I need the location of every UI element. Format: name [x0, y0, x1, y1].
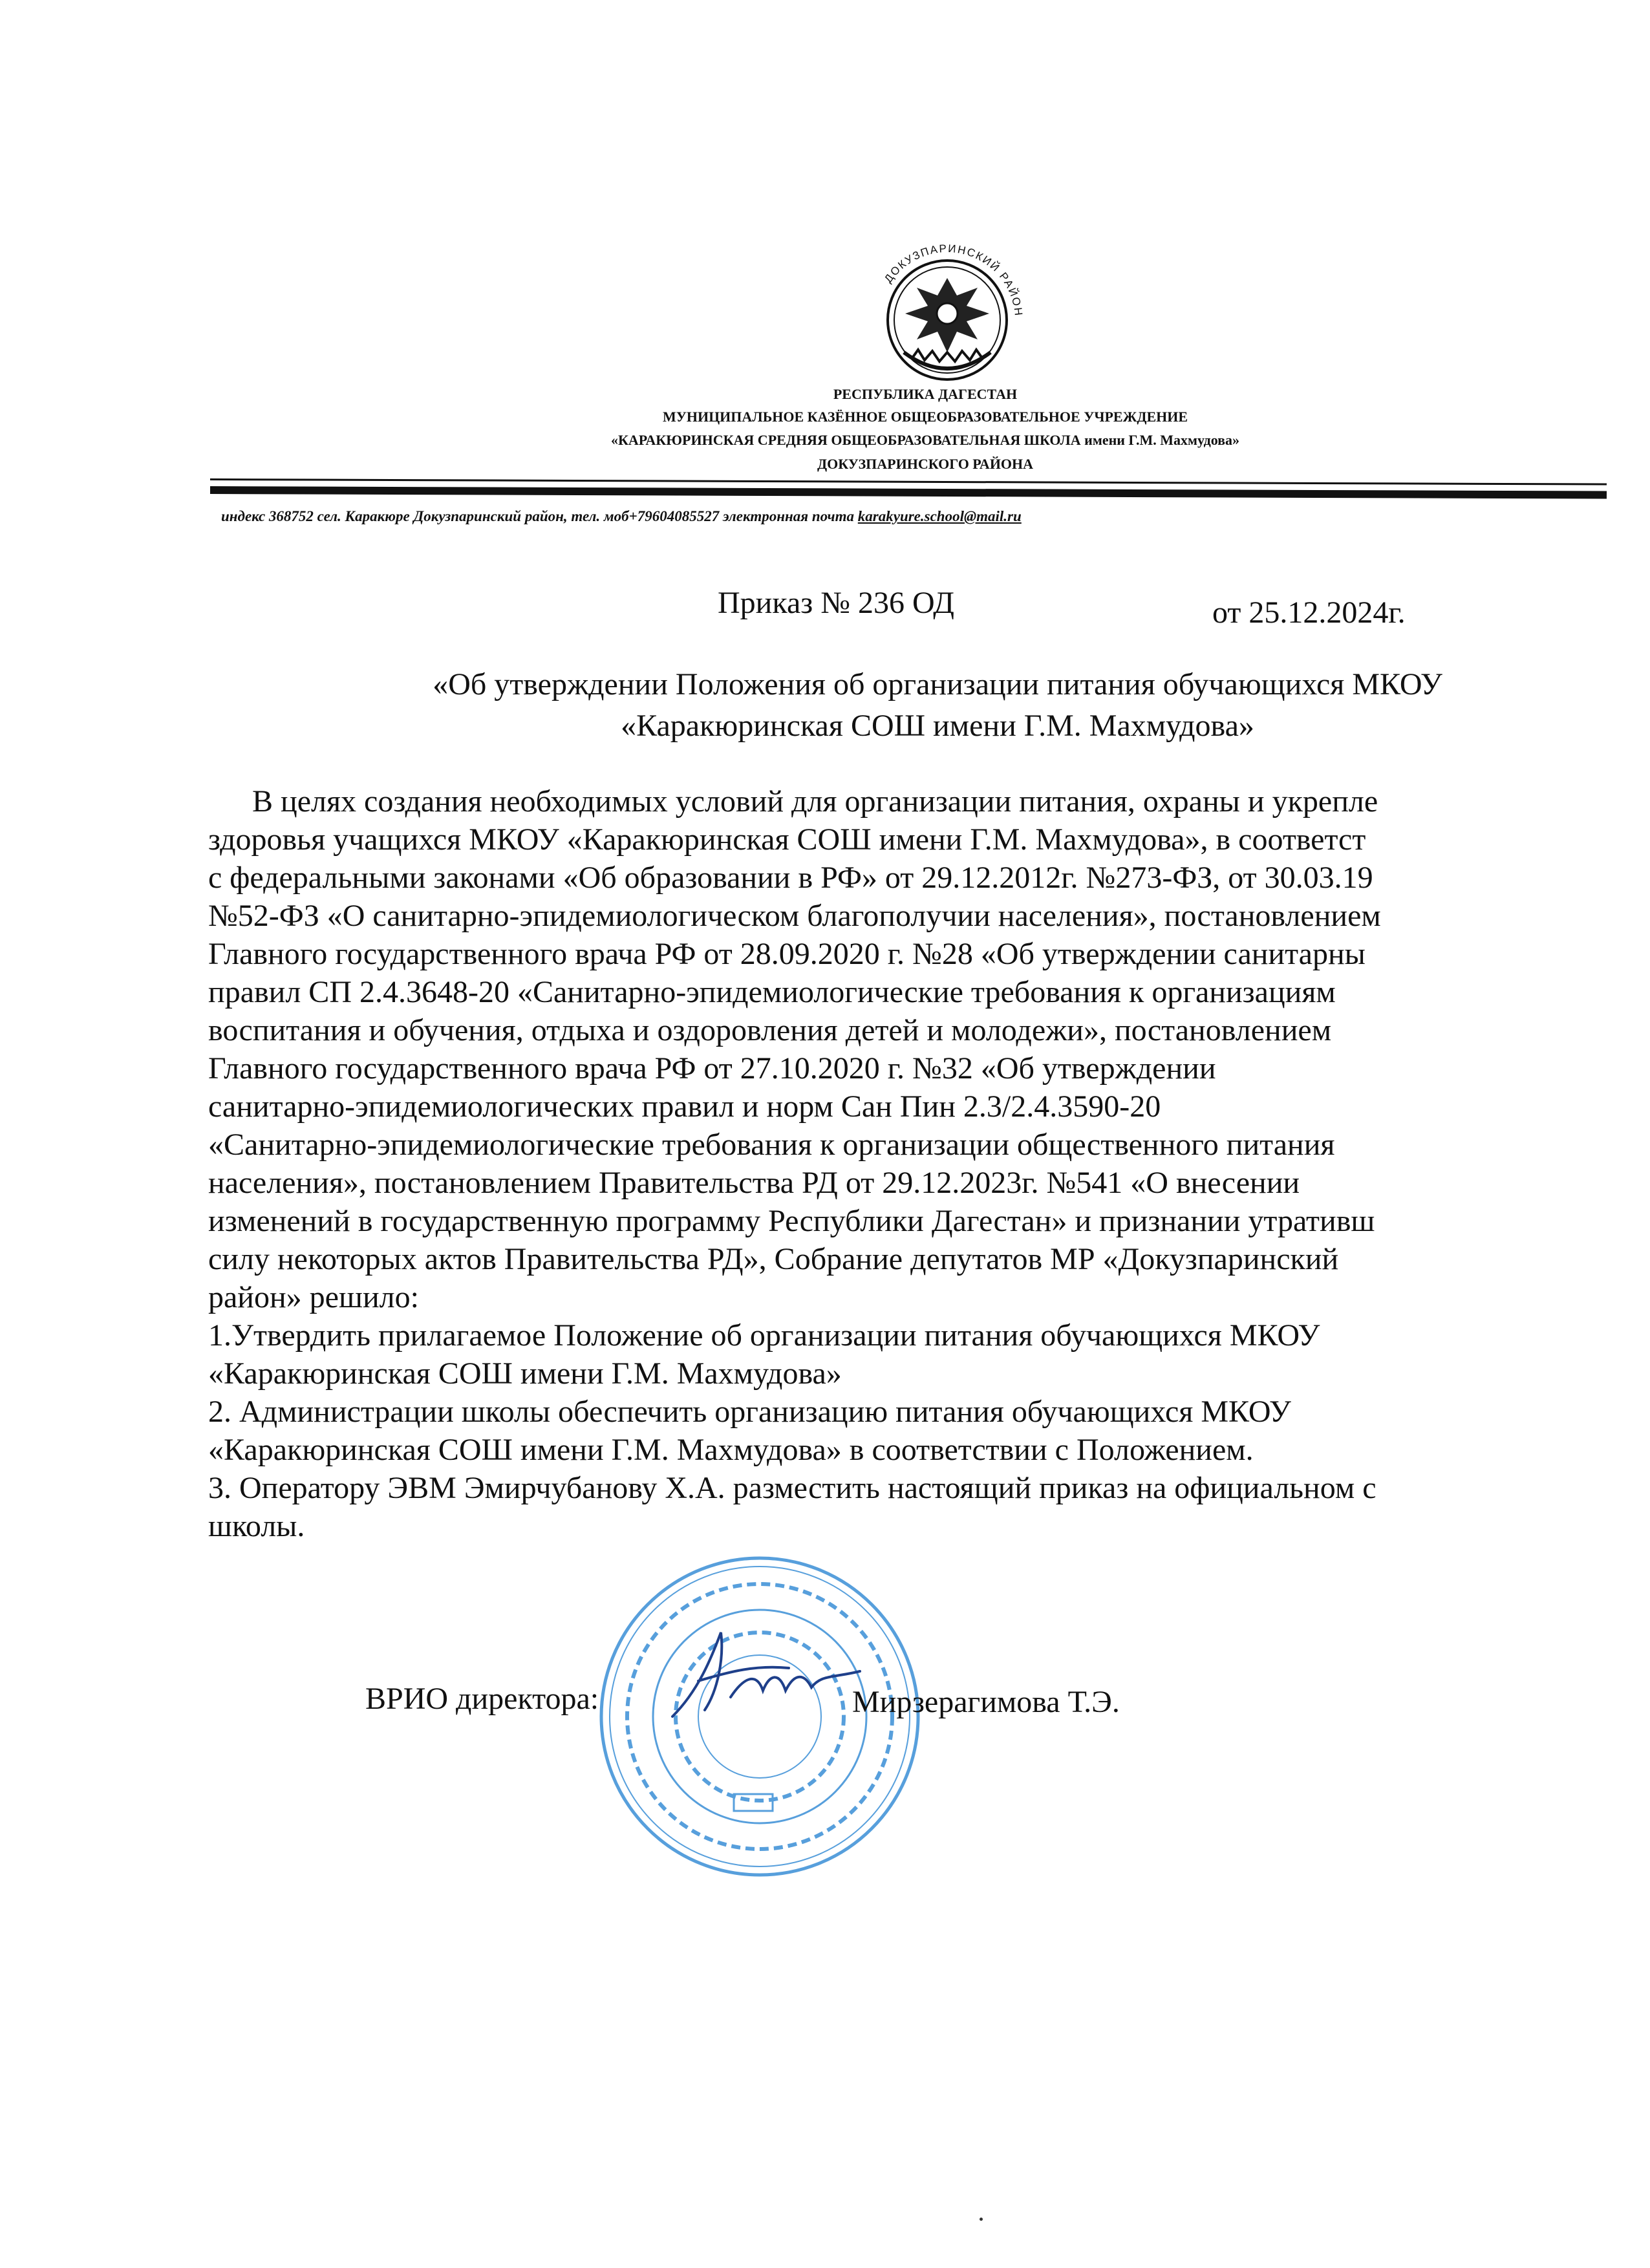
body-line: «Каракюринская СОШ имени Г.М. Махмудова» в соответствии с Положением. [208, 1433, 1254, 1467]
body-line: Главного государственного врача РФ от 27.10.2020 г. №32 «Об утверждении [208, 1051, 1216, 1086]
letterhead-school-name: «КАРАКЮРИНСКАЯ СРЕДНЯЯ ОБЩЕОБРАЗОВАТЕЛЬНАЯ ШКОЛА имени Г.М. Махмудова» [610, 432, 1240, 448]
body-line: правил СП 2.4.3648-20 «Санитарно-эпидемиологические требования к организациям [208, 975, 1336, 1009]
body-line: школы. [208, 1509, 305, 1543]
body-line: В целях создания необходимых условий для организации питания, охраны и укрепле [252, 784, 1378, 818]
order-title-line: «Каракюринская СОШ имени Г.М. Махмудова» [621, 709, 1254, 743]
body-line: здоровья учащихся МКОУ «Каракюринская СОШ имени Г.М. Махмудова», в соответст [208, 822, 1366, 857]
letterhead-institution-type: МУНИЦИПАЛЬНОЕ КАЗЁННОЕ ОБЩЕОБРАЗОВАТЕЛЬНОЕ УЧРЕЖДЕНИЕ [662, 409, 1188, 425]
letterhead-divider-thin [210, 478, 1607, 486]
resolution-item-3: 3. Оператору ЭВМ Эмирчубанову Х.А. разместить настоящий приказ на официальном с [208, 1471, 1377, 1505]
signatory-title: ВРИО директора: [365, 1682, 599, 1716]
body-line: Главного государственного врача РФ от 28.09.2020 г. №28 «Об утверждении санитарны [208, 937, 1366, 971]
resolution-item-1: 1.Утвердить прилагаемое Положение об организации питания обучающихся МКОУ [208, 1318, 1320, 1353]
body-line: воспитания и обучения, отдыха и оздоровления детей и молодежи», постановлением [208, 1013, 1332, 1047]
body-line: изменений в государственную программу Республики Дагестан» и признании утративш [208, 1204, 1375, 1238]
body-line: санитарно-эпидемиологических правил и норм Сан Пин 2.3/2.4.3590-20 [208, 1089, 1161, 1124]
contact-text: индекс 368752 сел. Каракюре Докузпаринский район, тел. моб+79604085527 электронная почта [221, 508, 858, 524]
resolution-item-2: 2. Администрации школы обеспечить организацию питания обучающихся МКОУ [208, 1395, 1291, 1429]
contact-email-link[interactable]: karakyure.school@mail.ru [857, 508, 1022, 524]
order-body [208, 782, 1650, 1545]
order-date: от 25.12.2024г. [1212, 595, 1406, 630]
district-emblem [834, 223, 1060, 388]
letterhead-divider-thick [210, 486, 1607, 499]
director-signature [659, 1620, 873, 1729]
order-title-line: «Об утверждении Положения об организации питания обучающихся МКОУ [433, 667, 1442, 701]
letterhead-contact [221, 508, 1022, 525]
body-line: с федеральными законами «Об образовании в РФ» от 29.12.2012г. №273-ФЗ, от 30.03.19 [208, 861, 1373, 895]
body-line: «Санитарно-эпидемиологические требования к организации общественного питания [208, 1128, 1335, 1162]
body-line: №52-ФЗ «О санитарно-эпидемиологическом благополучии населения», постановлением [208, 899, 1381, 933]
emblem-arc-text: ДОКУЗПАРИНСКИЙ РАЙОН [882, 242, 1025, 317]
letterhead-republic: РЕСПУБЛИКА ДАГЕСТАН [833, 386, 1018, 402]
order-number: Приказ № 236 ОД [718, 586, 955, 620]
body-line: населения», постановлением Правительства РД от 29.12.2023г. №541 «О внесении [208, 1166, 1300, 1200]
body-line: район» решило: [208, 1280, 419, 1314]
signatory-name: Мирзерагимова Т.Э. [852, 1685, 1120, 1719]
letterhead-district: ДОКУЗПАРИНСКОГО РАЙОНА [817, 456, 1034, 472]
scan-speck [980, 2218, 983, 2221]
emblem-icon [834, 223, 1060, 388]
body-line: силу некоторых актов Правительства РД», Собрание депутатов МР «Докузпаринский [208, 1242, 1339, 1276]
order-title [297, 664, 1578, 747]
body-line: «Каракюринская СОШ имени Г.М. Махмудова» [208, 1356, 842, 1391]
